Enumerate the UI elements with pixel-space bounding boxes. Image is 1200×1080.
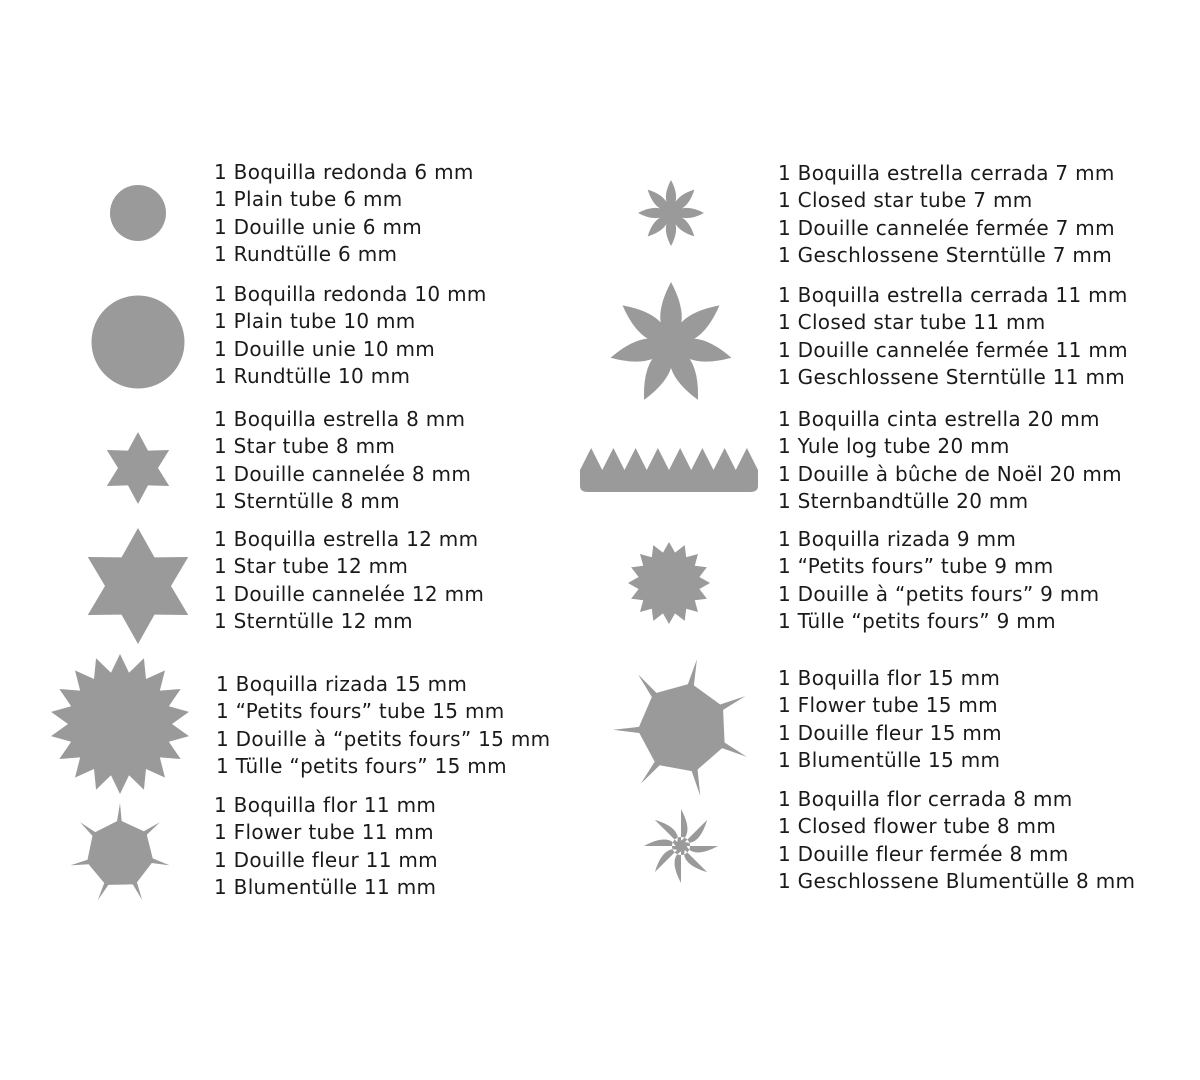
star-tip-icon xyxy=(105,432,171,504)
label-de: 1 Tülle “petits fours” 15 mm xyxy=(216,753,507,778)
tip-description xyxy=(214,792,438,901)
label-en: 1 “Petits fours” tube 15 mm xyxy=(216,699,505,724)
closed-star-tip-icon xyxy=(609,281,733,407)
label-de: 1 Tülle “petits fours” 9 mm xyxy=(778,608,1056,633)
label-de: 1 Blumentülle 11 mm xyxy=(214,874,437,899)
label-fr: 1 Douille cannelée 8 mm xyxy=(214,461,472,486)
label-fr: 1 Douille à “petits fours” 9 mm xyxy=(778,581,1100,606)
tip-description xyxy=(778,665,1002,774)
label-de: 1 Blumentülle 15 mm xyxy=(778,747,1001,772)
label-fr: 1 Douille fleur 11 mm xyxy=(214,847,438,872)
tip-description xyxy=(778,406,1122,515)
label-es: 1 Boquilla flor 11 mm xyxy=(214,793,437,817)
label-fr: 1 Douille à “petits fours” 15 mm xyxy=(216,726,551,751)
label-es: 1 Boquilla estrella cerrada 11 mm xyxy=(778,283,1128,307)
plain-round-tip-icon xyxy=(109,184,167,242)
label-de: 1 Sternbandtülle 20 mm xyxy=(778,488,1029,513)
label-en: 1 Closed flower tube 8 mm xyxy=(778,814,1057,839)
label-es: 1 Boquilla estrella 8 mm xyxy=(214,407,466,431)
label-fr: 1 Douille cannelée fermée 7 mm xyxy=(778,215,1115,240)
label-de: 1 Geschlossene Sterntülle 11 mm xyxy=(778,364,1126,389)
tip-description xyxy=(778,160,1115,269)
closed-flower-tip-icon xyxy=(643,808,719,884)
label-fr: 1 Douille fleur 15 mm xyxy=(778,720,1002,745)
tip-description xyxy=(214,281,487,390)
label-en: 1 Star tube 12 mm xyxy=(214,554,409,579)
petits-fours-tip-icon xyxy=(50,654,190,794)
label-es: 1 Boquilla estrella 12 mm xyxy=(214,527,479,551)
label-es: 1 Boquilla flor 15 mm xyxy=(778,666,1001,690)
label-en: 1 Flower tube 11 mm xyxy=(214,820,434,845)
plain-round-tip-icon xyxy=(91,295,185,389)
label-en: 1 Closed star tube 7 mm xyxy=(778,188,1033,213)
label-es: 1 Boquilla redonda 6 mm xyxy=(214,160,474,184)
label-en: 1 Plain tube 6 mm xyxy=(214,187,403,212)
label-de: 1 Sterntülle 12 mm xyxy=(214,608,413,633)
tip-description xyxy=(778,786,1135,895)
label-de: 1 Rundtülle 10 mm xyxy=(214,363,411,388)
label-es: 1 Boquilla rizada 9 mm xyxy=(778,527,1017,551)
label-en: 1 Plain tube 10 mm xyxy=(214,309,416,334)
label-fr: 1 Douille cannelée fermée 11 mm xyxy=(778,337,1128,362)
star-tip-icon xyxy=(86,527,190,645)
label-en: 1 Flower tube 15 mm xyxy=(778,693,998,718)
label-fr: 1 Douille à bûche de Noël 20 mm xyxy=(778,461,1122,486)
tip-description xyxy=(214,159,474,268)
flower-tip-icon xyxy=(612,657,754,799)
label-en: 1 Yule log tube 20 mm xyxy=(778,434,1010,459)
petits-fours-tip-icon xyxy=(628,542,710,624)
label-es: 1 Boquilla estrella cerrada 7 mm xyxy=(778,161,1115,185)
closed-star-tip-icon xyxy=(638,180,704,246)
label-fr: 1 Douille cannelée 12 mm xyxy=(214,581,485,606)
label-en: 1 Star tube 8 mm xyxy=(214,434,396,459)
yule-log-tip-icon xyxy=(578,444,760,494)
label-es: 1 Boquilla rizada 15 mm xyxy=(216,672,468,696)
label-es: 1 Boquilla cinta estrella 20 mm xyxy=(778,407,1100,431)
label-de: 1 Geschlossene Blumentülle 8 mm xyxy=(778,868,1136,893)
tip-description xyxy=(214,526,484,635)
tip-description xyxy=(778,282,1128,391)
label-de: 1 Geschlossene Sterntülle 7 mm xyxy=(778,242,1112,267)
label-de: 1 Sterntülle 8 mm xyxy=(214,488,400,513)
flower-tip-icon xyxy=(68,802,172,906)
tip-description xyxy=(778,526,1099,635)
label-fr: 1 Douille unie 10 mm xyxy=(214,336,436,361)
tip-description xyxy=(214,406,471,515)
label-de: 1 Rundtülle 6 mm xyxy=(214,241,398,266)
label-es: 1 Boquilla redonda 10 mm xyxy=(214,282,487,306)
label-en: 1 “Petits fours” tube 9 mm xyxy=(778,554,1054,579)
label-es: 1 Boquilla flor cerrada 8 mm xyxy=(778,787,1073,811)
label-fr: 1 Douille unie 6 mm xyxy=(214,214,423,239)
tip-description xyxy=(216,671,550,780)
label-en: 1 Closed star tube 11 mm xyxy=(778,310,1046,335)
label-fr: 1 Douille fleur fermée 8 mm xyxy=(778,841,1069,866)
